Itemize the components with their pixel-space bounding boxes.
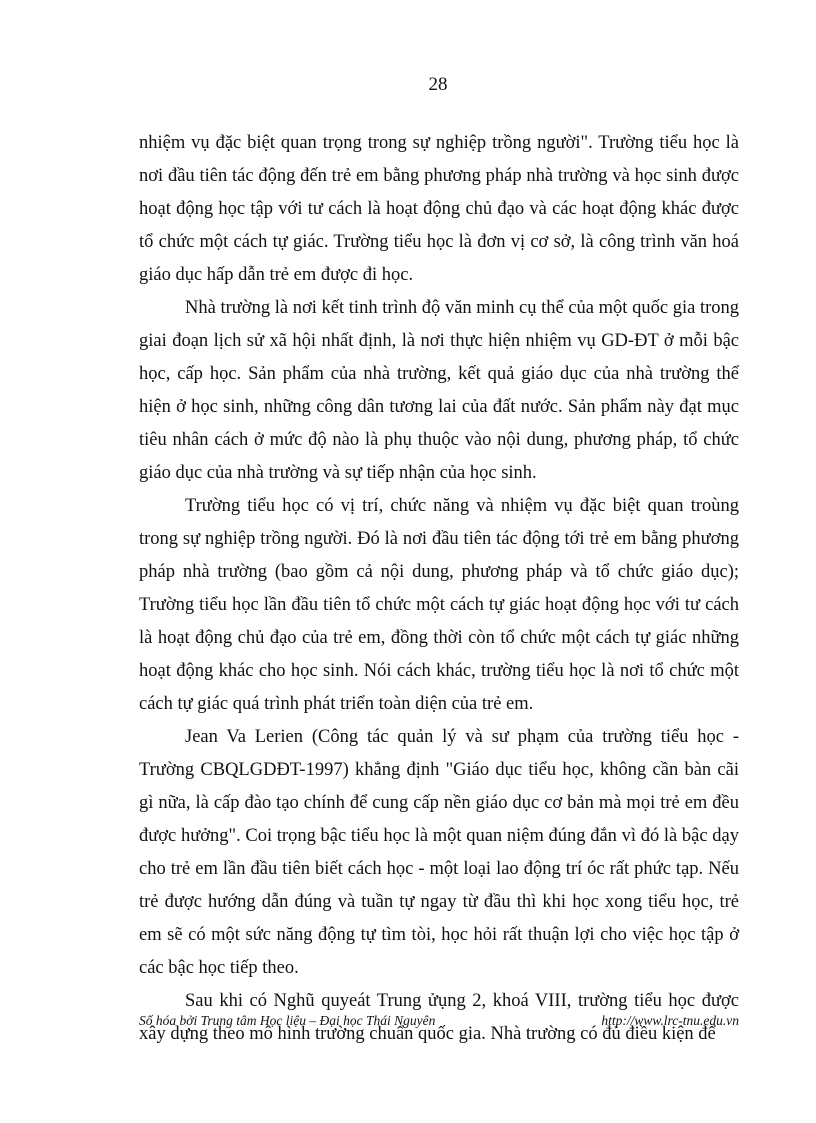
document-body — [139, 127, 739, 1051]
footer-source: Số hóa bởi Trung tâm Học liệu – Đại học Thái Nguyên — [139, 1013, 436, 1028]
paragraph-5: Sau khi có Nghũ quyeát Trung ửụng 2, khoá VIII, trường tiểu học được xây dựng theo mô hình trường chuẩn quốc gia. Nhà trường có đủ điều kiện để — [139, 991, 739, 1044]
paragraph-3: Trường tiểu học có vị trí, chức năng và nhiệm vụ đặc biệt quan troùng trong sự nghiệp trồng người. Đó là nơi đầu tiên tác động tới trẻ em bằng phương pháp nhà trường (bao gồm cả nội dung, phương pháp và tổ chức giáo dục); Trường tiểu học lần đầu tiên tổ chức một cách tự giác hoạt động học với tư cách là hoạt động chủ đạo của trẻ em, đồng thời còn tổ chức một cách tự giác những hoạt động khác cho học sinh. Nói cách khác, trường tiểu học là nơi tổ chức một cách tự giác quá trình phát triển toàn diện của trẻ em. — [139, 496, 739, 714]
footer-url[interactable]: http://www.lrc-tnu.edu.vn — [601, 1013, 739, 1028]
paragraph-1: nhiệm vụ đặc biệt quan trọng trong sự nghiệp trồng người". Trường tiểu học là nơi đầu tiên tác động đến trẻ em bằng phương pháp nhà trường và học sinh được hoạt động học tập với tư cách là hoạt động chủ đạo và các hoạt động khác được tổ chức một cách tự giác. Trường tiểu học là đơn vị cơ sở, là công trình văn hoá giáo dục hấp dẫn trẻ em được đi học. — [139, 133, 739, 285]
paragraph-4: Jean Va Lerien (Công tác quản lý và sư phạm của trường tiểu học - Trường CBQLGDĐT-1997) khẳng định "Giáo dục tiểu học, không cần bàn cãi gì nữa, là cấp đào tạo chính để cung cấp nền giáo dục cơ bản mà mọi trẻ em đều được hưởng". Coi trọng bậc tiểu học là một quan niệm đúng đắn vì đó là bậc dạy cho trẻ em lần đầu tiên biết cách học - một loại lao động trí óc rất phức tạp. Nếu trẻ được hướng dẫn đúng và tuần tự ngay từ đầu thì khi học xong tiểu học, trẻ em sẽ có một sức năng động tự tìm tòi, học hỏi rất thuận lợi cho việc học tập ở các bậc học tiếp theo. — [139, 727, 739, 978]
page-footer — [139, 1013, 739, 1029]
page-number: 28 — [428, 74, 448, 95]
paragraph-2: Nhà trường là nơi kết tinh trình độ văn minh cụ thể của một quốc gia trong giai đoạn lịch sử xã hội nhất định, là nơi thực hiện nhiệm vụ GD-ĐT ở mỗi bậc học, cấp học. Sản phẩm của nhà trường, kết quả giáo dục của nhà trường thể hiện ở học sinh, những công dân tương lai của đất nước. Sản phẩm này đạt mục tiêu nhân cách ở mức độ nào là phụ thuộc vào nội dung, phương pháp, tổ chức giáo dục của nhà trường và sự tiếp nhận của học sinh. — [139, 298, 739, 483]
